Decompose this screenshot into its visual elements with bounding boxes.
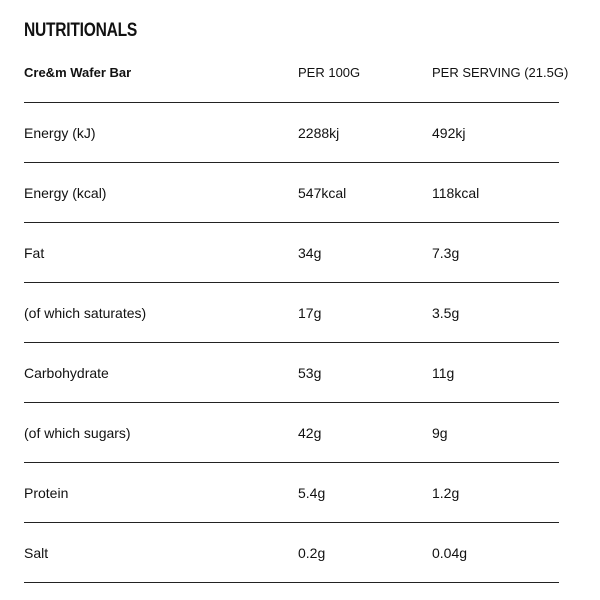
header-product-name: Cre&m Wafer Bar (24, 65, 132, 80)
value-per-100g: 0.2g (298, 545, 326, 561)
value-per-100g: 547kcal (298, 185, 347, 201)
table-row (24, 103, 559, 163)
value-per-serving: 492kj (432, 125, 466, 141)
value-per-100g: 34g (298, 245, 322, 261)
header-per-serving: PER SERVING (21.5G) (432, 65, 569, 80)
value-per-serving: 9g (432, 425, 448, 441)
value-per-serving: 1.2g (432, 485, 460, 501)
value-per-serving: 118kcal (432, 185, 480, 201)
value-per-100g: 53g (298, 365, 322, 381)
table-header-row (24, 52, 569, 103)
nutrient-name: Energy (kJ) (24, 125, 96, 141)
table-row (24, 163, 559, 223)
table-row (24, 463, 559, 523)
value-per-serving: 0.04g (432, 545, 468, 561)
nutrition-table (24, 52, 569, 583)
value-per-100g: 2288kj (298, 125, 340, 141)
nutrient-name: Fat (24, 245, 45, 261)
table-row (24, 523, 559, 583)
value-per-serving: 3.5g (432, 305, 460, 321)
table-row (24, 343, 559, 403)
table-row (24, 283, 559, 343)
page-title: NUTRITIONALS (24, 20, 138, 41)
nutrient-name: Carbohydrate (24, 365, 109, 381)
nutrient-name: Energy (kcal) (24, 185, 107, 201)
nutrient-name: Protein (24, 485, 69, 501)
nutrient-name: (of which saturates) (24, 305, 147, 321)
value-per-100g: 17g (298, 305, 322, 321)
nutrient-name: (of which sugars) (24, 425, 131, 441)
value-per-100g: 5.4g (298, 485, 326, 501)
value-per-serving: 11g (432, 365, 455, 381)
nutrient-name: Salt (24, 545, 49, 561)
table-row (24, 403, 559, 463)
value-per-100g: 42g (298, 425, 322, 441)
header-per-100g: PER 100G (298, 65, 361, 80)
table-row (24, 223, 559, 283)
value-per-serving: 7.3g (432, 245, 460, 261)
